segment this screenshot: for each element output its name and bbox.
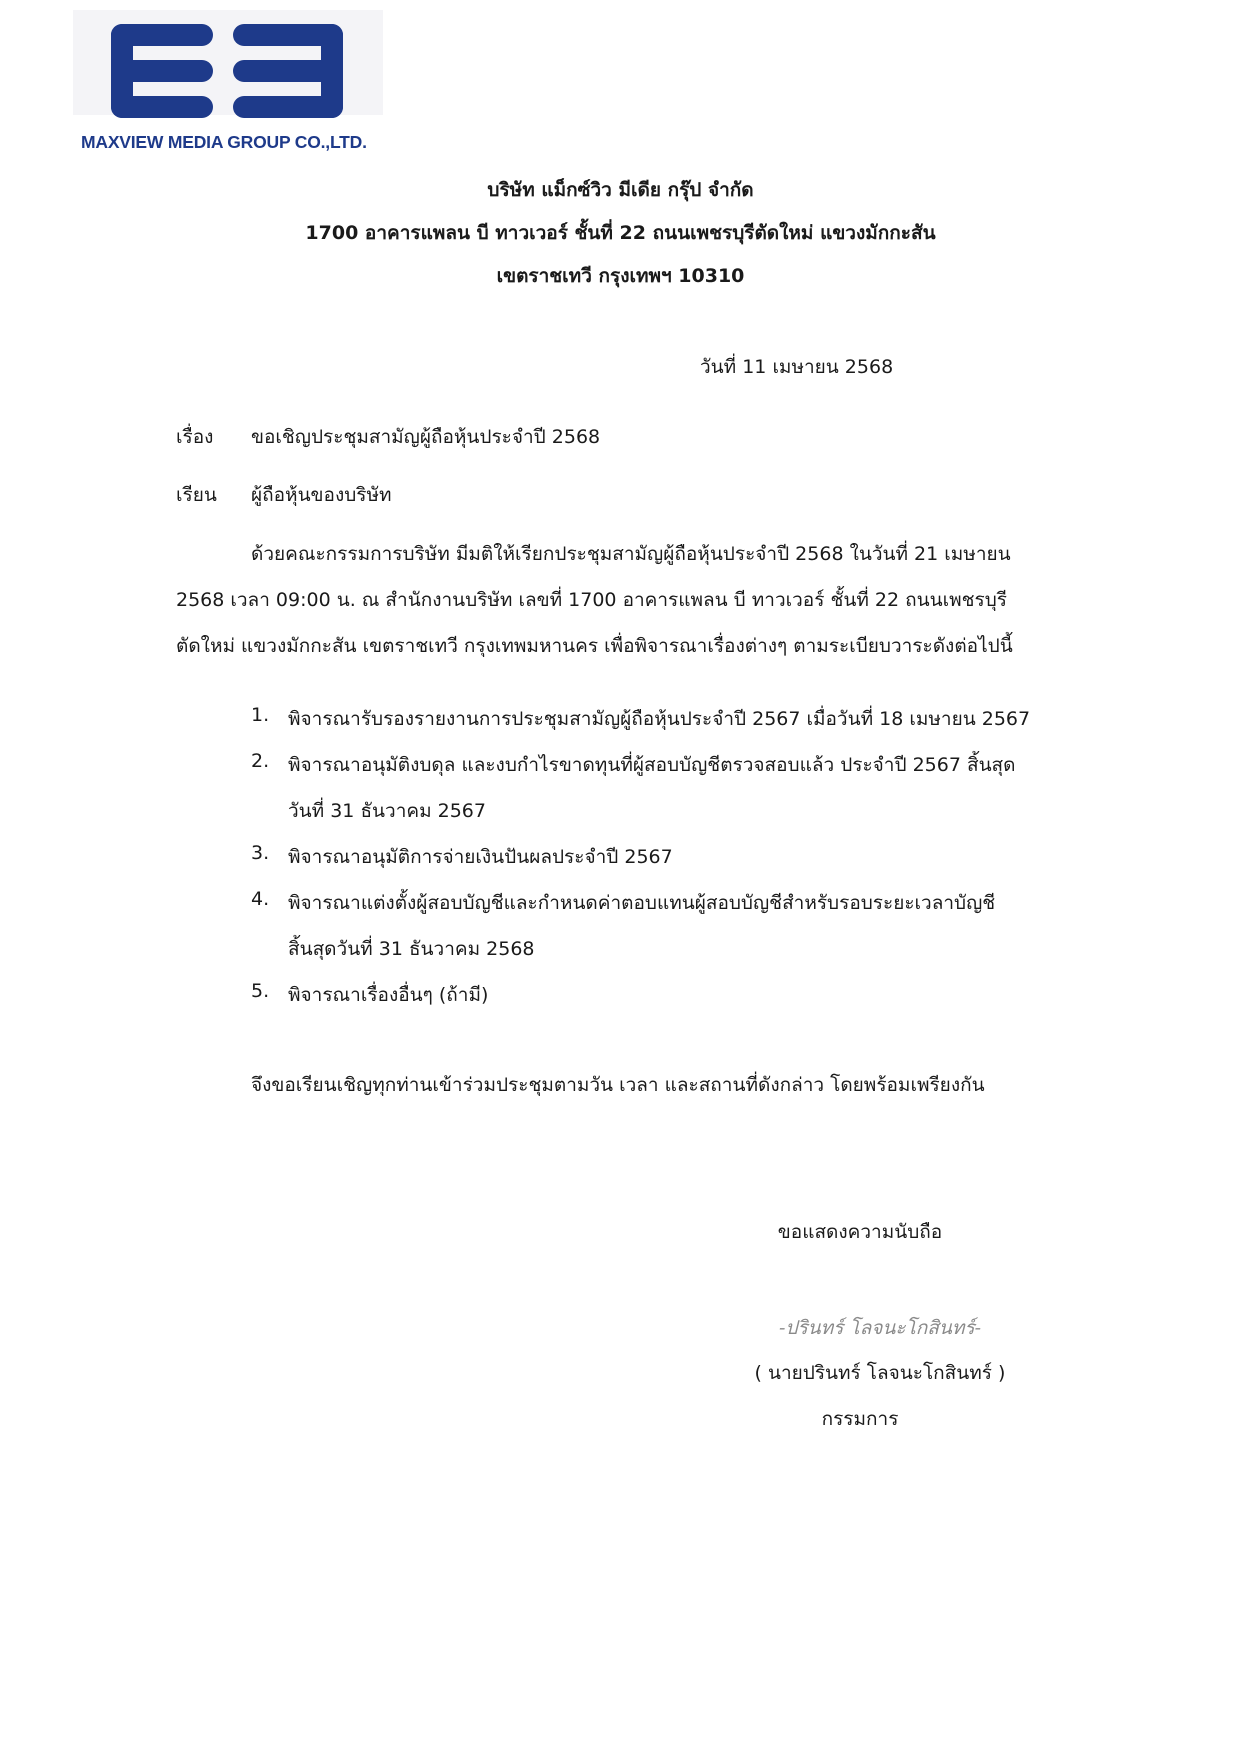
subject-label: เรื่อง — [176, 426, 214, 448]
agenda-number: 1. — [251, 704, 270, 726]
letter-date: วันที่ 11 เมษายน 2568 — [700, 356, 894, 378]
agenda-number: 2. — [251, 750, 270, 772]
company-address-line2: เขตราชเทวี กรุงเทพฯ 10310 — [496, 265, 745, 287]
agenda-text: พิจารณาแต่งตั้งผู้สอบบัญชีและกำหนดค่าตอบแทนผู้สอบบัญชีสำหรับรอบระยะเวลาบัญชี — [288, 892, 996, 914]
signer-title: กรรมการ — [821, 1408, 899, 1430]
agenda-text: พิจารณาเรื่องอื่นๆ (ถ้ามี) — [288, 984, 489, 1006]
agenda-text: สิ้นสุดวันที่ 31 ธันวาคม 2568 — [288, 938, 535, 960]
company-name: บริษัท แม็กซ์วิว มีเดีย กรุ๊ป จำกัด — [487, 179, 754, 201]
body-line: 2568 เวลา 09:00 น. ณ สำนักงานบริษัท เลขที่ 1700 อาคารแพลน บี ทาวเวอร์ ชั้นที่ 22 ถนนเพชรบุรี — [176, 589, 1007, 611]
agenda-text: วันที่ 31 ธันวาคม 2567 — [288, 800, 486, 822]
agenda-number: 3. — [251, 842, 270, 864]
body-line: ด้วยคณะกรรมการบริษัท มีมติให้เรียกประชุมสามัญผู้ถือหุ้นประจำปี 2568 ในวันที่ 21 เมษายน — [251, 543, 1011, 565]
agenda-text: พิจารณารับรองรายงานการประชุมสามัญผู้ถือหุ้นประจำปี 2567 เมื่อวันที่ 18 เมษายน 2567 — [288, 708, 1031, 730]
agenda-number: 5. — [251, 980, 270, 1002]
signature: -ปรินทร์ โลจนะโกสินทร์- — [778, 1317, 982, 1339]
logo-mark-icon — [111, 24, 346, 119]
agenda-number: 4. — [251, 888, 270, 910]
agenda-text: พิจารณาอนุมัติการจ่ายเงินปันผลประจำปี 2567 — [288, 846, 673, 868]
logo-company-name: MAXVIEW MEDIA GROUP CO.,LTD. — [81, 132, 367, 152]
to-text: ผู้ถือหุ้นของบริษัท — [251, 484, 392, 506]
subject-text: ขอเชิญประชุมสามัญผู้ถือหุ้นประจำปี 2568 — [251, 426, 601, 448]
closing-paragraph: จึงขอเรียนเชิญทุกท่านเข้าร่วมประชุมตามวัน เวลา และสถานที่ดังกล่าว โดยพร้อมเพรียงกัน — [251, 1074, 985, 1096]
signer-name: ( นายปรินทร์ โลจนะโกสินทร์ ) — [754, 1362, 1006, 1384]
regards: ขอแสดงความนับถือ — [777, 1221, 943, 1243]
to-label: เรียน — [176, 484, 217, 506]
company-logo — [73, 10, 383, 155]
body-line: ตัดใหม่ แขวงมักกะสัน เขตราชเทวี กรุงเทพมหานคร เพื่อพิจารณาเรื่องต่างๆ ตามระเบียบวาระดังต่อไปนี้ — [176, 635, 1013, 657]
company-address-line1: 1700 อาคารแพลน บี ทาวเวอร์ ชั้นที่ 22 ถนนเพชรบุรีตัดใหม่ แขวงมักกะสัน — [305, 222, 936, 244]
agenda-text: พิจารณาอนุมัติงบดุล และงบกำไรขาดทุนที่ผู้สอบบัญชีตรวจสอบแล้ว ประจำปี 2567 สิ้นสุด — [288, 754, 1016, 776]
